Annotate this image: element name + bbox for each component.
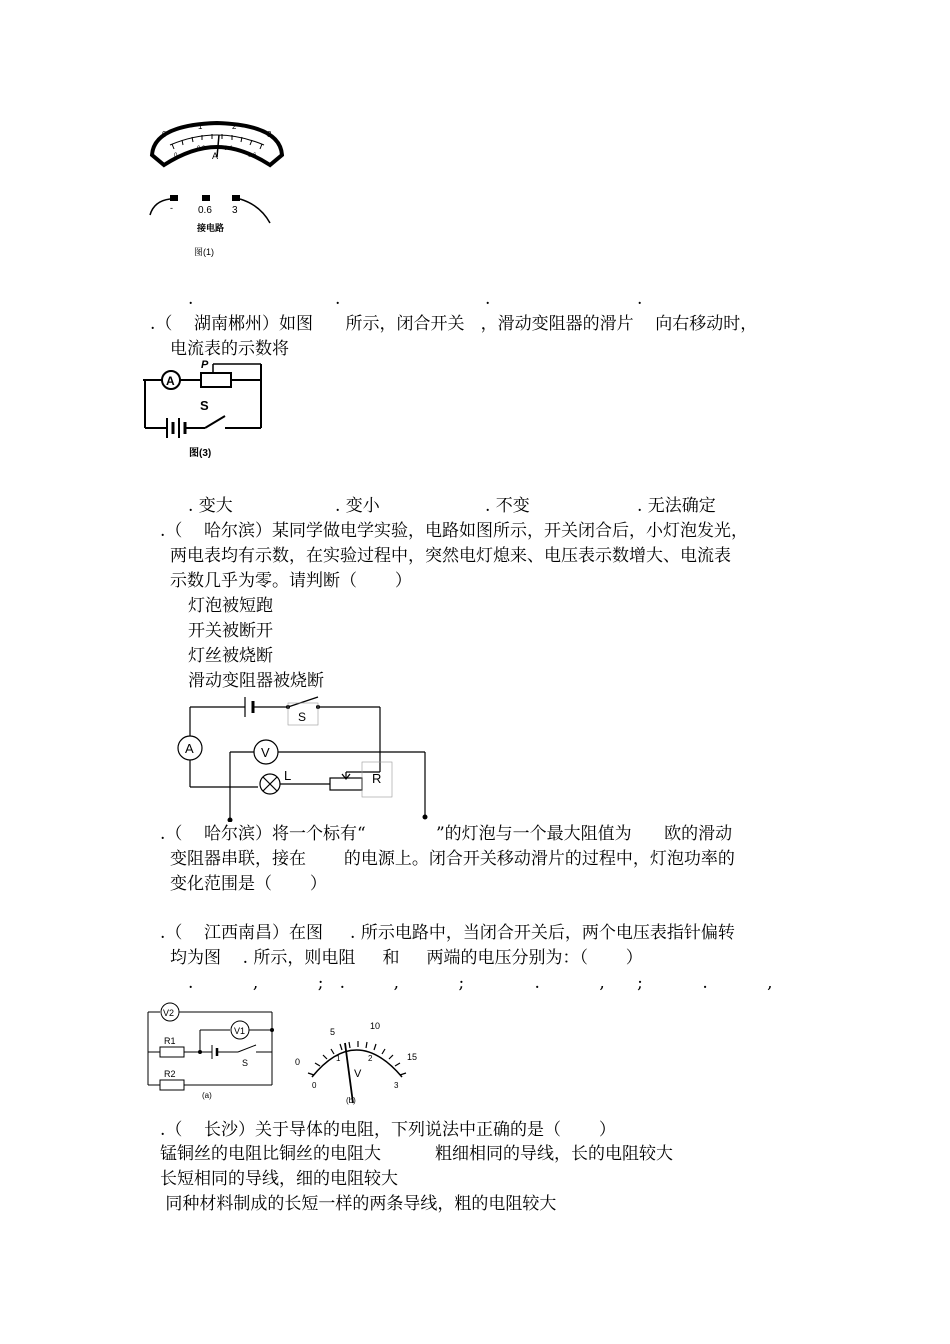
dial-note: 接电路: [197, 223, 225, 233]
figure-caption-3: 图(3): [189, 448, 212, 459]
bottom-scale-3: 3: [394, 1081, 399, 1090]
q3-line-1: .（ 哈尔滨）将一个标有“ ”的灯泡与一个最大阻值为 欧的滑动: [160, 824, 733, 844]
q2-option-a: 灯泡被短跑: [188, 596, 273, 616]
scale-bottom-1: 0.2: [197, 146, 206, 152]
q4-options: . , ; . , ; . , ; . ,: [188, 973, 773, 993]
bottom-scale-0: 0: [312, 1081, 317, 1090]
figure-circuit-q4a: [140, 1000, 280, 1100]
scale-top-3: 3: [267, 130, 272, 139]
q2-line-3: 示数几乎为零。请判断（ ）: [170, 571, 412, 591]
slider-label: P: [201, 359, 209, 371]
q2-line-2: 两电表均有示数，在实验过程中，突然电灯熄来、电压表示数增大、电流表: [170, 546, 731, 566]
figure-caption: 图(1): [194, 247, 214, 257]
q2-line-1: .（ 哈尔滨）某同学做电学实验，电路如图所示，开关闭合后，小灯泡发光，: [160, 521, 749, 541]
q1-line-1: .（ 湖南郴州）如图 所示，闭合开关 ，滑动变阻器的滑片 向右移动时，: [150, 314, 758, 334]
scale-bottom-2: 0.4: [224, 146, 233, 152]
r2-label: R2: [164, 1069, 176, 1079]
top-scale-5: 5: [330, 1027, 336, 1037]
q2-option-b: 开关被断开: [188, 621, 273, 641]
scale-top-0: 0: [162, 130, 167, 139]
q2-option-d: 滑动变阻器被烧断: [188, 671, 324, 691]
switch-label: S: [200, 398, 209, 413]
switch-s-q4: S: [242, 1058, 249, 1068]
q1-option-b: . 变小: [335, 496, 380, 516]
terminal-0.6: 0.6: [198, 205, 212, 216]
q3-line-2: 变阻器串联，接在 的电源上。闭合开关移动滑片的过程中，灯泡功率的: [170, 849, 735, 869]
q1-option-d: . 无法确定: [637, 496, 716, 516]
lamp-l-label: L: [284, 768, 292, 783]
figure-circuit-3: [143, 358, 268, 463]
caption-a: (a): [202, 1091, 212, 1100]
option-dot-d: .: [637, 289, 643, 309]
figure-voltmeter-q4b: [290, 1015, 425, 1105]
figure-ammeter-dial: [142, 115, 292, 265]
switch-s-label: S: [298, 710, 307, 724]
option-dot-a: .: [188, 289, 194, 309]
v1-label: V1: [234, 1026, 246, 1036]
figure-circuit-q2: [170, 692, 435, 822]
q4-line-1: .（ 江西南昌）在图 . 所示电路中，当闭合开关后，两个电压表指针偏转: [160, 923, 735, 943]
r1-label: R1: [164, 1036, 176, 1046]
top-scale-0: 0: [295, 1057, 301, 1067]
unit-label: A: [212, 151, 219, 161]
rheostat-r-label: R: [372, 771, 382, 786]
q1-option-c: . 不变: [485, 496, 530, 516]
terminal-minus: -: [170, 203, 173, 213]
top-scale-10: 10: [370, 1021, 381, 1031]
q1-line-2: 电流表的示数将: [170, 339, 289, 359]
caption-b: (b): [346, 1096, 356, 1105]
q1-option-a: . 变大: [188, 496, 233, 516]
scale-bottom-0: 0: [174, 153, 178, 159]
voltmeter-v-label: V: [261, 745, 270, 760]
terminal-3: 3: [232, 205, 238, 216]
v2-label: V2: [163, 1008, 175, 1018]
q5-line-2: 锰铜丝的电阻比铜丝的电阻大 粗细相同的导线，长的电阻较大: [160, 1144, 674, 1164]
top-scale-15: 15: [407, 1052, 418, 1062]
ammeter-a-label: A: [185, 741, 194, 756]
option-dot-c: .: [485, 289, 491, 309]
ammeter-label: A: [166, 374, 175, 388]
bottom-scale-1: 1: [336, 1054, 341, 1063]
scale-top-1: 1: [198, 122, 203, 131]
q5-line-4: 同种材料制成的长短一样的两条导线，粗的电阻较大: [160, 1194, 557, 1214]
q5-line-3: 长短相同的导线，细的电阻较大: [160, 1169, 398, 1189]
q2-option-c: 灯丝被烧断: [188, 646, 273, 666]
q5-line-1: .（ 长沙）关于导体的电阻，下列说法中正确的是（ ）: [160, 1120, 616, 1140]
q4-line-2: 均为图 . 所示，则电阻 和 两端的电压分别为：（ ）: [170, 948, 643, 968]
q3-line-3: 变化范围是（ ）: [170, 874, 327, 894]
scale-bottom-3: 0.6: [248, 153, 257, 159]
unit-v: V: [354, 1068, 362, 1080]
bottom-scale-2: 2: [368, 1054, 373, 1063]
option-dot-b: .: [335, 289, 341, 309]
scale-top-2: 2: [232, 122, 237, 131]
